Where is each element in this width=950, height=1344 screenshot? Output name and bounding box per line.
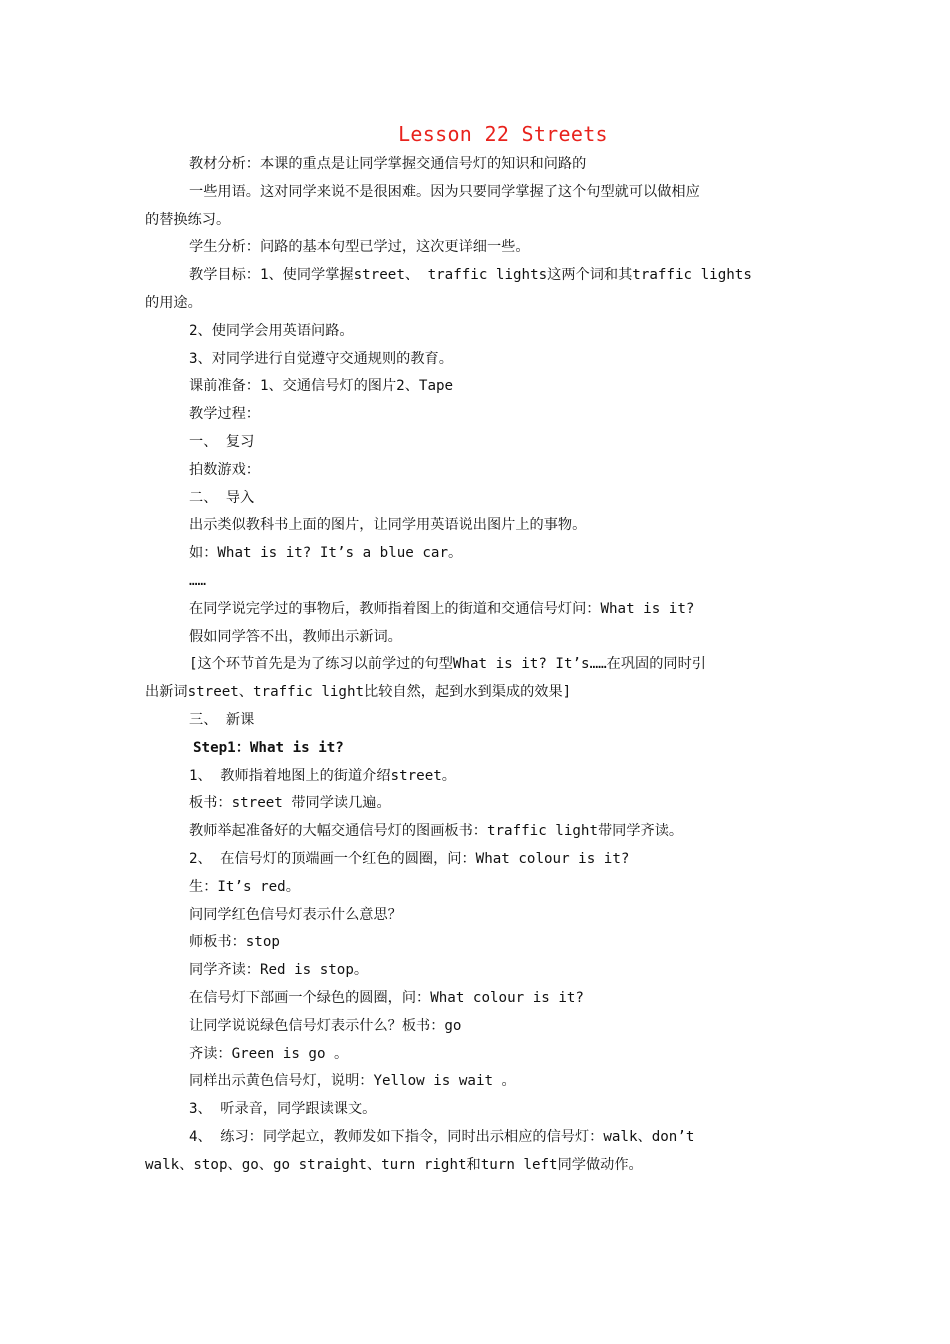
text-line: 2、 在信号灯的顶端画一个红色的圆圈，问：What colour is it?: [189, 850, 630, 867]
text-line: 齐读：Green is go 。: [189, 1045, 349, 1062]
text-line: 三、 新课: [189, 711, 255, 728]
text-line: 二、 导入: [189, 489, 255, 506]
text-line: [这个环节首先是为了练习以前学过的句型What is it? It’s……在巩固的同时引: [189, 656, 706, 673]
text-line: 生：It’s red。: [189, 878, 300, 895]
text-line: 学生分析：问路的基本句型已学过，这次更详细一些。: [189, 239, 530, 256]
text-line: 1、 教师指着地图上的街道介绍street。: [189, 767, 456, 784]
text-line: 师板书：stop: [189, 934, 280, 951]
text-line: 的用途。: [145, 294, 202, 311]
text-line: 在信号灯下部画一个绿色的圆圈，问：What colour is it?: [189, 989, 584, 1006]
text-line: 3、对同学进行自觉遵守交通规则的教育。: [189, 350, 453, 367]
text-line: 的替换练习。: [145, 211, 231, 228]
text-line: 让同学说说绿色信号灯表示什么？板书：go: [189, 1017, 462, 1034]
text-line: walk、stop、go、go straight、turn right和turn left同学做动作。: [145, 1156, 643, 1173]
text-line: 4、 练习：同学起立，教师发如下指令，同时出示相应的信号灯：walk、don’t: [189, 1128, 695, 1145]
text-line: 出新词street、traffic light比较自然，起到水到渠成的效果]: [145, 684, 572, 701]
text-line: 假如同学答不出，教师出示新词。: [189, 628, 402, 645]
text-line: 3、 听录音，同学跟读课文。: [189, 1101, 377, 1118]
text-line: 出示类似教科书上面的图片，让同学用英语说出图片上的事物。: [189, 517, 587, 534]
text-line: 一些用语。这对同学来说不是很困难。因为只要同学掌握了这个句型就可以做相应: [189, 183, 700, 200]
text-line: 同学齐读：Red is stop。: [189, 962, 369, 979]
text-line: 教师举起准备好的大幅交通信号灯的图画板书：traffic light带同学齐读。: [189, 823, 684, 840]
text-line: 教学目标：1、使同学掌握street、 traffic lights这两个词和其traffic lights: [189, 267, 752, 284]
lesson-body: [145, 151, 810, 1179]
text-line: ……: [189, 572, 207, 589]
text-line: 教材分析：本课的重点是让同学掌握交通信号灯的知识和问路的: [189, 156, 587, 172]
text-line: 拍数游戏：: [189, 461, 260, 478]
text-line: 教学过程：: [189, 406, 260, 423]
text-line: 一、 复习: [189, 433, 255, 450]
text-line: 问同学红色信号灯表示什么意思？: [189, 906, 402, 923]
text-line: Step1：What is it?: [193, 739, 344, 756]
text-line: 课前准备：1、交通信号灯的图片2、Tape: [189, 378, 454, 395]
text-line: 板书：street 带同学读几遍。: [189, 795, 391, 812]
lesson-title: Lesson 22 Streets: [398, 122, 608, 146]
text-line: 如：What is it? It’s a blue car。: [189, 545, 463, 562]
text-line: 2、使同学会用英语问路。: [189, 322, 354, 339]
text-line: 在同学说完学过的事物后，教师指着图上的街道和交通信号灯问：What is it?: [189, 600, 695, 617]
text-line: 同样出示黄色信号灯，说明：Yellow is wait 。: [189, 1073, 516, 1090]
